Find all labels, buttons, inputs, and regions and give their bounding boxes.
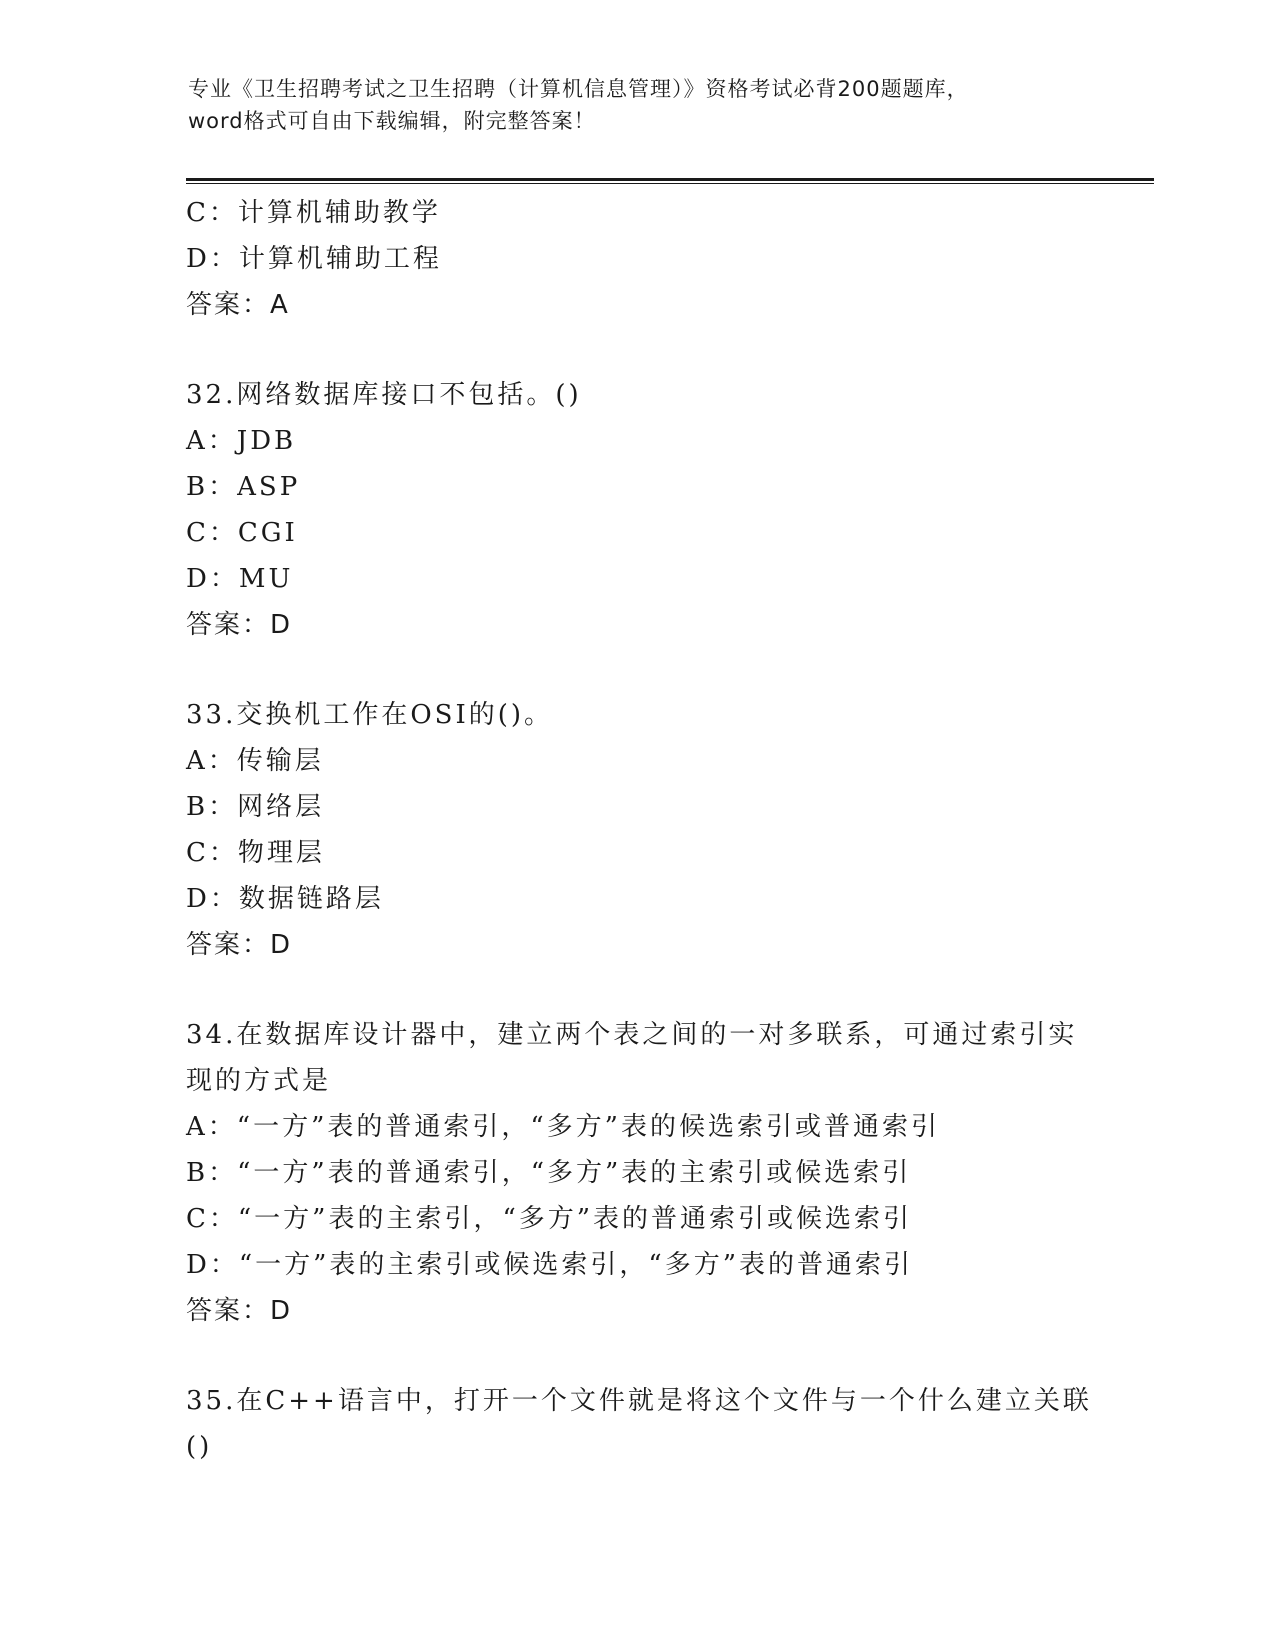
answer-line: 答案：A — [186, 290, 290, 320]
option-b: B：“一方”表的普通索引，“多方”表的主索引或候选索引 — [186, 1158, 912, 1188]
question-stem: 32.网络数据库接口不包括。() — [186, 380, 582, 410]
question-stem: 33.交换机工作在OSI的()。 — [186, 700, 554, 730]
answer-line: 答案：D — [186, 930, 293, 960]
question-stem-continued: 现的方式是 — [186, 1066, 332, 1096]
option-c: C：“一方”表的主索引，“多方”表的普通索引或候选索引 — [186, 1204, 913, 1234]
option-d: D：MU — [186, 564, 294, 594]
question-list — [186, 190, 1092, 1470]
header-line-2: word格式可自由下载编辑，附完整答案！ — [188, 109, 596, 133]
option-a: A：传输层 — [186, 746, 324, 776]
question-stem: 35.在C++语言中，打开一个文件就是将这个文件与一个什么建立关联 — [186, 1386, 1092, 1416]
option-c: C：物理层 — [186, 838, 325, 868]
page-header — [188, 73, 1088, 137]
question-33 — [186, 692, 1086, 968]
answer-line: 答案：D — [186, 610, 293, 640]
option-c: C：计算机辅助教学 — [186, 198, 441, 228]
option-d: D：“一方”表的主索引或候选索引，“多方”表的普通索引 — [186, 1250, 914, 1280]
question-stem-continued: () — [186, 1432, 213, 1462]
header-divider-thin — [186, 183, 1154, 184]
option-b: B：网络层 — [186, 792, 325, 822]
question-stem: 34.在数据库设计器中，建立两个表之间的一对多联系，可通过索引实 — [186, 1020, 1078, 1050]
option-b: B：ASP — [186, 472, 301, 502]
option-c: C：CGI — [186, 518, 298, 548]
option-a: A：JDB — [186, 426, 297, 456]
option-a: A：“一方”表的普通索引，“多方”表的候选索引或普通索引 — [186, 1112, 940, 1142]
header-line-1: 专业《卫生招聘考试之卫生招聘（计算机信息管理）》资格考试必背200题题库， — [188, 77, 969, 101]
question-34 — [186, 1012, 1086, 1334]
answer-line: 答案：D — [186, 1296, 293, 1326]
option-d: D：计算机辅助工程 — [186, 244, 442, 274]
question-32 — [186, 372, 1086, 648]
question-35 — [186, 1378, 1092, 1470]
option-d: D：数据链路层 — [186, 884, 384, 914]
header-divider — [186, 178, 1154, 181]
